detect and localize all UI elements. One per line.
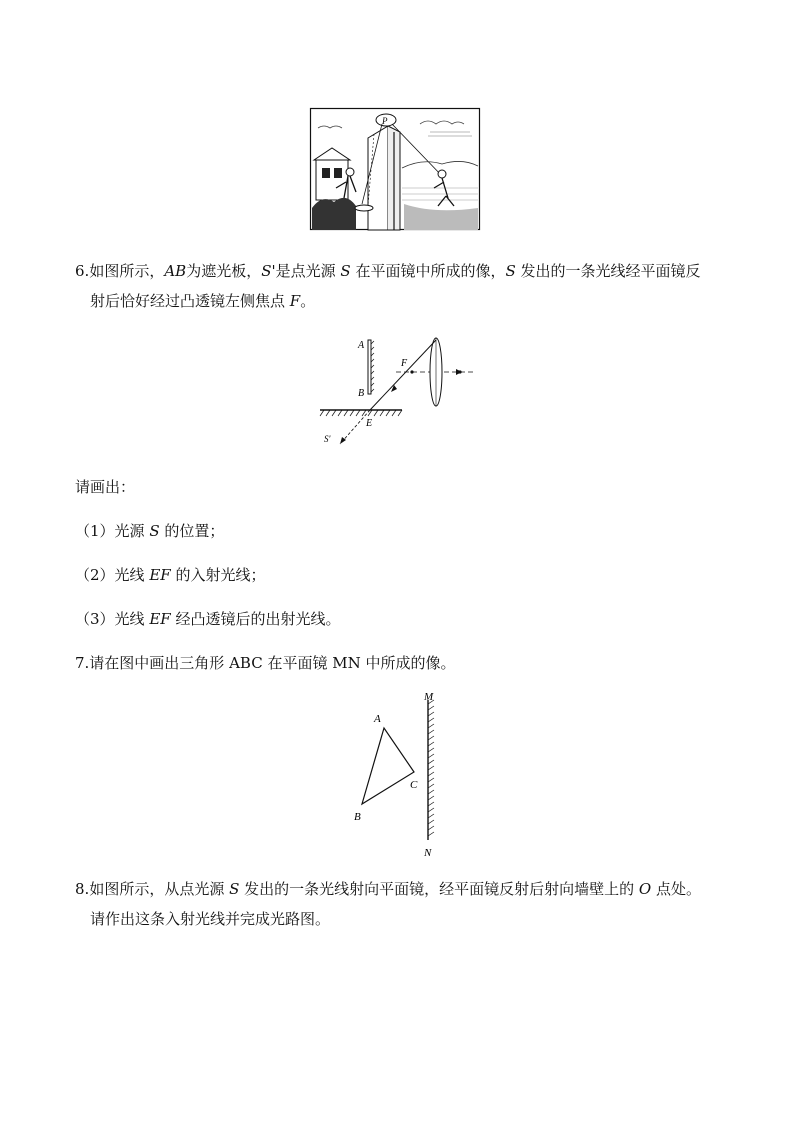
- q7-label-m: M: [424, 691, 434, 703]
- q6-prompt: 请画出：: [75, 478, 136, 496]
- q6-text-line1: 6.如图所示，AB为遮光板，S'是点光源 S 在平面镜中所成的像，S 发出的一条光线经平面镜反: [75, 262, 701, 280]
- top-label-p: P: [382, 116, 388, 126]
- q6-item-2: （2）光线 EF 的入射光线；: [75, 566, 266, 584]
- q7-label-n: N: [424, 847, 432, 859]
- q8-text-line2: 请作出这条入射光线并完成光路图。: [90, 910, 331, 928]
- screen-ab: [368, 340, 371, 394]
- q6-item-3: （3）光线 EF 经凸透镜后的出射光线。: [75, 610, 341, 628]
- q7-text: 7.请在图中画出三角形 ABC 在平面镜 MN 中所成的像。: [75, 654, 456, 672]
- q6-label-sprime: S': [324, 434, 331, 444]
- q7-figure: [350, 688, 450, 862]
- q8-text-line1: 8.如图所示，从点光源 S 发出的一条光线射向平面镜，经平面镜反射后射向墙壁上的 O 点处。: [75, 880, 702, 898]
- q7-label-a: A: [374, 713, 381, 725]
- q6-text-line2: 射后恰好经过凸透镜左侧焦点 F。: [90, 292, 316, 310]
- q6-label-a: A: [358, 340, 365, 351]
- ray-ef: [370, 340, 436, 410]
- q6-label-f: F: [401, 358, 408, 369]
- q6-figure: [318, 336, 478, 452]
- q7-label-b: B: [354, 811, 361, 823]
- q7-label-c: C: [410, 779, 418, 791]
- q6-item-1: （1）光源 S 的位置；: [75, 522, 225, 540]
- q6-label-e: E: [366, 418, 373, 429]
- triangle-abc: [362, 728, 414, 804]
- top-illustration: [310, 108, 480, 230]
- q6-label-b: B: [358, 388, 365, 399]
